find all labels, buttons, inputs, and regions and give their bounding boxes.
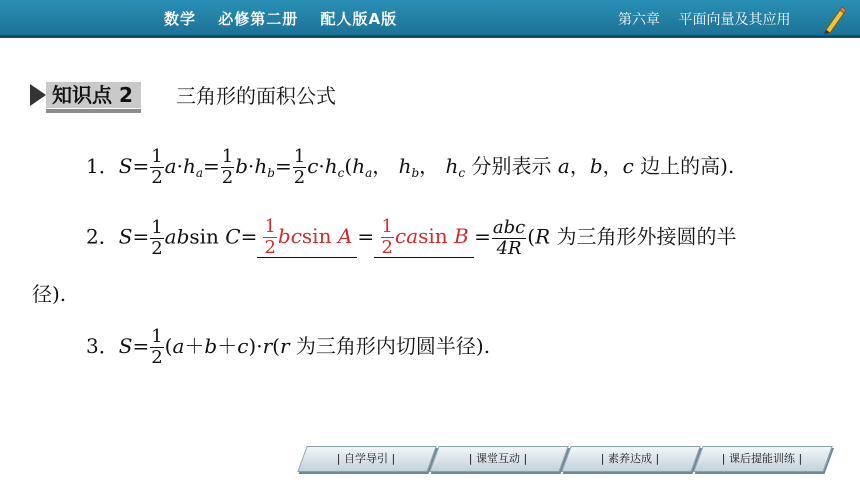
nav-button-self-study[interactable] [302, 446, 430, 470]
formula-line-1: 1．S= $\frac{1}{2}$ $a\cdot h_a=$ $\frac{1}{2}$ $b\cdot h_b=$ $\frac{1}{2}$ $c\cdot h_c(h_a$， $h_b$， $h_c$ 分别表示 a，b，c 边上的高). [86, 146, 735, 188]
arrow-marker-icon [30, 84, 46, 106]
fraction-half: $\frac{1}{2}$ [293, 146, 306, 188]
nav-button-literacy[interactable] [566, 446, 694, 470]
answer-blank-2: $\frac{1}{2}$ casin B [374, 218, 474, 258]
chapter-name: 平面向量及其应用 [678, 12, 791, 28]
nav-label: | 素养达成 | [600, 452, 660, 465]
nav-button-class-interaction[interactable] [434, 446, 562, 470]
volume-label: 必修第二册 [218, 10, 299, 28]
pencil-icon [820, 4, 846, 34]
formula-line-2: 2．S= $\frac{1}{2}$ absin C= $\frac{1}{2}$ bcsin A = $\frac{1}{2}$ casin B = $\frac{\text{abc}}{4R}$ (R 为三角形外接圆的半 [86, 216, 737, 259]
edition-label: 配人版A版 [320, 10, 398, 28]
fraction-half: $\frac{1}{2}$ [151, 146, 163, 188]
knowledge-point-badge: 知识点 2 [46, 82, 141, 108]
answer-blank-1: $\frac{1}{2}$ bcsin A [257, 218, 357, 258]
subject-label: 数学 [164, 10, 197, 28]
knowledge-point-title: 三角形的面积公式 [176, 84, 336, 108]
nav-label: | 课后提能训练 | [721, 452, 803, 465]
answer-fraction-2: $\frac{1}{2}$ [381, 216, 393, 258]
formula-line-3: 3．S= $\frac{1}{2}$ (a＋b＋c)·r(r 为三角形内切圆半径). [86, 326, 491, 368]
chapter-title [618, 9, 804, 29]
chapter-number: 第六章 [618, 12, 660, 28]
nav-label: | 课堂互动 | [468, 452, 528, 465]
nav-label: | 自学导引 | [336, 452, 396, 465]
fraction-abc-4R: $\frac{\text{abc}}{4R}$ [492, 216, 526, 259]
fraction-half: $\frac{1}{2}$ [151, 326, 163, 368]
fraction-half: $\frac{1}{2}$ [151, 216, 163, 259]
header-bar [0, 0, 860, 38]
answer-fraction-1: $\frac{1}{2}$ [264, 216, 276, 258]
fraction-half: $\frac{1}{2}$ [221, 146, 234, 188]
nav-button-after-class-training[interactable] [698, 446, 826, 470]
book-title [164, 8, 413, 29]
formula-line-2-continued: 径). [32, 282, 67, 306]
